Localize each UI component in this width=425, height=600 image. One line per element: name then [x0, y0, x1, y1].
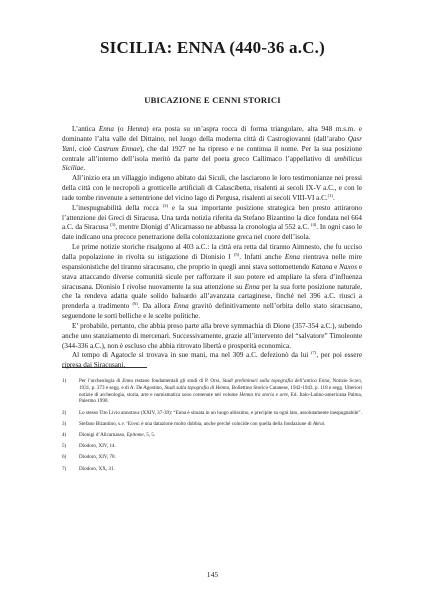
text-run: ) era posta su un’aspra rocca di forma triangolare, alta 948 m.s.m. e dominante l’alta valle del Dittaino, nel luogo della moderna città di Castrogiovanni (dall’arabo	[62, 125, 362, 143]
text-run: , 5, 5.	[143, 431, 156, 438]
text-run: L’antica	[72, 125, 99, 133]
text-run: E’ probabile, pertanto, che abbia preso parte alla breve symmachia di Dione (357-354 a.C.), subendo anche uno stanziamento di mercenari. Successivamente, grazie all’intervento del “salvatore” Timoleonte (344-336 a.C.), non è escluso che abbia ritrovato libertà e prosperità economica.	[62, 321, 362, 350]
text-run: Stefano Bizantino, s.v. ‘Ευνα: è una datazione molto dubbia, anche perché coincide con quella della fondazione di	[79, 420, 313, 427]
page-title: SICILIA: ENNA (440-36 a.C.)	[100, 38, 325, 57]
text-run: All’inizio era un villaggio indigeno abitato dai Siculi, che lasciarono le loro testimonianze nei pressi della città con le necropoli a grotticelle artificiali di Calascibetta, risalenti ai secoli IX-V a.C., e con le rade tombe rinvenute a settentrione del vicino lago di Pergusa, risalenti ai secoli VIII-VI a.C.	[62, 174, 362, 202]
footnote-number: 2)	[62, 409, 67, 416]
footnote-number: 5)	[62, 443, 67, 450]
text-run: L’inespugnabilità della rocca	[72, 203, 163, 212]
footnote-1	[62, 378, 362, 405]
paragraph-5	[62, 322, 362, 352]
text-run: , cioè	[74, 144, 95, 153]
footnote-number: 6)	[62, 454, 67, 461]
footnote-4	[62, 432, 362, 439]
footnote-ref: (2)	[162, 202, 169, 208]
page-number: 145	[206, 570, 219, 579]
footnote-text	[79, 421, 362, 428]
text-run: .	[324, 420, 326, 427]
footnote-ref: (1)	[327, 192, 334, 198]
text-run: , Notizie Scavi, 1931, p. 373 e segg. e di A. De Agostino,	[79, 378, 363, 391]
text-run: .	[83, 164, 86, 173]
italic-run: Naxos	[339, 262, 358, 271]
footnote-5	[62, 443, 362, 450]
footnote-number: 4)	[62, 431, 67, 438]
body-text	[62, 125, 362, 371]
footnote-number: 3)	[62, 420, 67, 427]
italic-run: Enna	[173, 302, 189, 311]
footnote-ref: (5)	[233, 251, 240, 257]
text-run: restano fondamentali gli studi di P. Orsi,	[133, 378, 223, 384]
footnote-3	[62, 421, 362, 428]
paragraph-6	[62, 351, 362, 371]
footnote-6	[62, 454, 362, 461]
text-run: Le prime notizie storiche risalgono al 403 a.C.: la città era retta dal tiranno Aimnesto, che fu ucciso dalla popolazione in rivolta su istigazione di Dionisio I	[62, 243, 362, 261]
italic-run: Enna	[244, 282, 260, 291]
text-run: e stava attaccando diverse comunità sicule per rafforzare il suo potere ed ampliare la sfera d’influenza siracusana. Dionisio I rivolse nuovamente la sua attenzione su	[62, 262, 362, 291]
paragraph-1	[62, 125, 362, 174]
italic-run: Henna tra storia e arte	[239, 391, 288, 398]
italic-run: Enna	[122, 378, 133, 384]
footnote-ref: (4)	[310, 222, 317, 228]
italic-run: Akrai	[312, 420, 325, 427]
text-run: gravitò definitivamente nell’orbita dello stato siracusano, seguendone le sorti belliche e le scelte politiche.	[62, 302, 362, 321]
text-run: rientrava nelle mire espansionistiche del tiranno siracusano, che proprio in quegli anni stava sottomettendo	[62, 252, 362, 271]
paragraph-3	[62, 204, 362, 243]
footnotes	[62, 378, 362, 477]
text-run: ), che dal 1927 ne ha ripreso e ne continua il nome. Per la sua posizione centrale all’interno dell’isola meritò da parte del poeta greco Callimaco l’appellativo di	[62, 144, 362, 163]
text-run: Per l’archeologia di	[79, 378, 123, 384]
text-run: , mentre Dionigi d’Alicarnasso ne abbassa la cronologia al 552 a.C.	[115, 223, 311, 232]
footnote-divider	[62, 367, 147, 368]
text-run: , per poi essere ripresa dai Siracusani.	[62, 351, 362, 370]
text-run: e la sua importante posizione strategica ben presto attirarono l’attenzione dei Greci di Siracusa. Una tarda notizia riferita da Stefano Bizantino la dice fondata nel 664 a.C. da Siracusa	[62, 203, 362, 232]
text-run: (o	[113, 125, 128, 133]
italic-run: Henna	[127, 125, 147, 133]
text-run: , Bollettino Storico Catanese, 1942-1943, p. 118 e segg. Ulteriori notizie di archeologia, storia, arte e numismatica sono contenute nel volume	[79, 384, 362, 398]
footnote-text: Lo stesso Tito Livio annotava (XXIV, 37-39): “Enna è situata in un luogo altissimo, e precipite su ogni lato, assolutamente inespugnabile”.	[79, 409, 362, 416]
italic-run: Enna	[284, 252, 300, 261]
footnote-text	[79, 432, 362, 439]
text-run: per la sua forte posizione naturale, che la rendeva adatta quale solido baluardo all’avanzata cartaginese, finché nel 396 a.C. riuscì a prenderla a tradimento	[62, 282, 362, 311]
text-run: . Da allora	[137, 302, 174, 311]
footnote-text: Diodoro, XIV, 78.	[79, 454, 116, 461]
italic-run: Studi sulla topografia di Henna	[164, 384, 230, 391]
text-run: . In ogni caso le date indicano una precoce penetrazione della colonizzazione greca nel cuore dell’isola.	[62, 223, 362, 242]
footnote-2	[62, 410, 362, 417]
text-run: .	[333, 193, 335, 202]
italic-run: Qasr Yani	[62, 134, 362, 153]
text-run: Dionigi d’Alicarnasso,	[79, 431, 127, 438]
text-run: e	[332, 262, 340, 271]
italic-run: Studi preliminari sulla topografia dell’antica Enna	[222, 378, 330, 384]
text-run: . Infatti anche	[239, 252, 285, 261]
footnote-number: 1)	[62, 378, 67, 384]
paragraph-2	[62, 174, 362, 204]
italic-run: Castrum Ennae	[94, 144, 140, 153]
italic-run: Enna	[98, 125, 114, 133]
italic-run: umbilicus Siciliae	[62, 154, 362, 173]
footnote-ref: (3)	[110, 222, 116, 228]
text-run: , Ed. Italo-Latino-americana Palma, Palermo 1990.	[79, 391, 362, 405]
italic-run: Katana	[311, 262, 333, 271]
footnote-ref: (6)	[132, 301, 138, 307]
footnote-text: Diodoro, XIV, 14.	[79, 443, 116, 450]
footnote-7	[62, 466, 362, 473]
italic-run: Epitome	[126, 431, 144, 438]
section-heading: UBICAZIONE E CENNI STORICI	[144, 95, 281, 105]
footnote-ref: (7)	[310, 350, 317, 356]
text-run: Al tempo di Agatocle si trovava in sue mani, ma nel 309 a.C. defezionò da lui	[72, 351, 311, 360]
paragraph-4	[62, 243, 362, 322]
footnote-text	[79, 378, 362, 405]
footnote-text: Diodoro, XX, 31.	[79, 465, 115, 472]
footnote-number: 7)	[62, 465, 67, 472]
